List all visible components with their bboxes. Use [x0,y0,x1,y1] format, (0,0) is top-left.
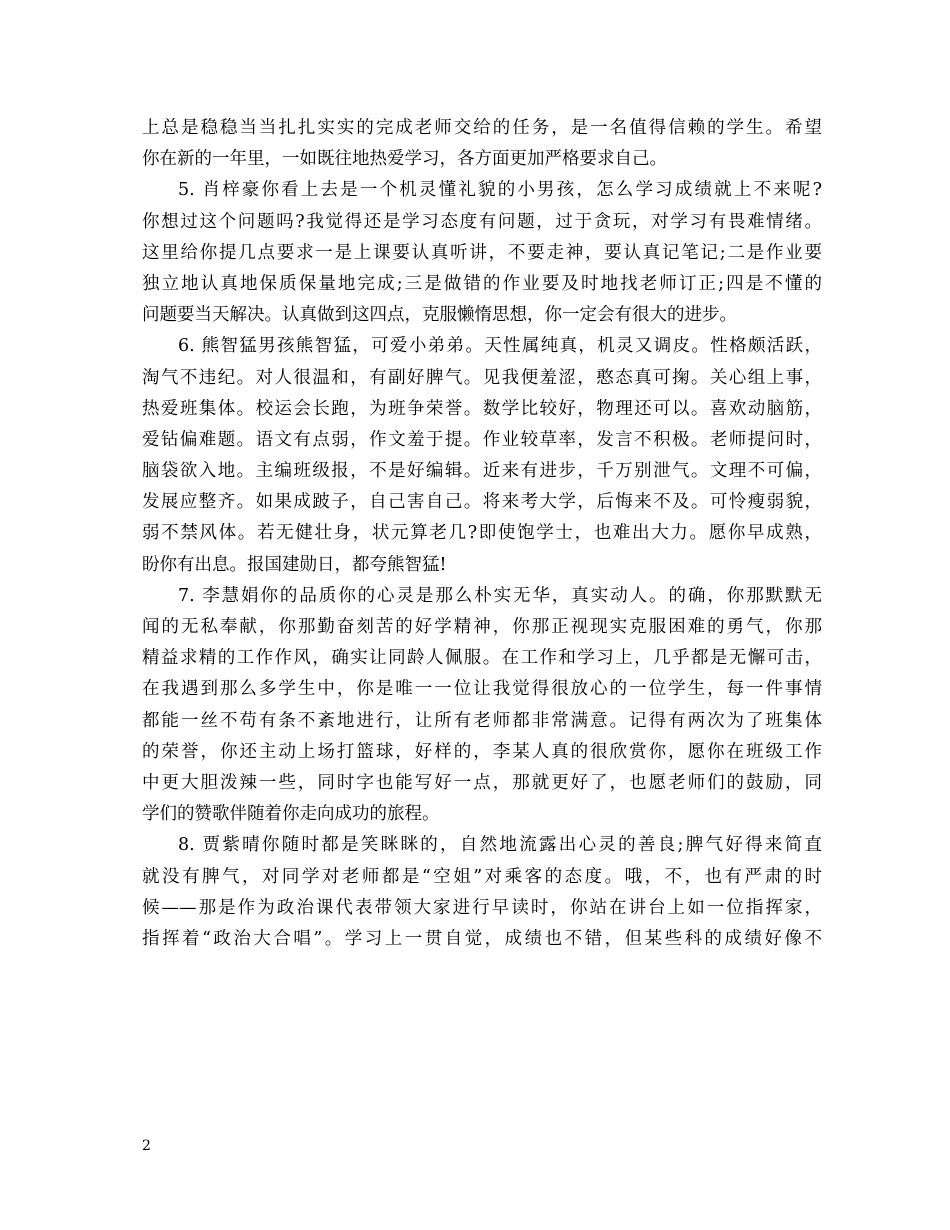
text-line: 都能一丝不苟有条不紊地进行，让所有老师都非常满意。记得有两次为了班集体 [142,710,822,731]
text-line: 问题要当天解决。认真做到这四点，克服懒惰思想，你一定会有很大的进步。 [142,305,737,326]
text-line: 精益求精的工作作风，确实让同龄人佩服。在工作和学习上，几乎都是无懈可击， [142,648,822,669]
text-line: 这里给你提几点要求一是上课要认真听讲，不要走神，要认真记笔记;二是作业要 [142,242,822,263]
text-line: 你想过这个问题吗?我觉得还是学习态度有问题，过于贪玩，对学习有畏难情绪。 [142,211,822,232]
text-line: 热爱班集体。校运会长跑，为班争荣誉。数学比较好，物理还可以。喜欢动脑筋， [142,398,822,419]
text-line: 盼你有出息。报国建勋日，都夸熊智猛! [142,554,447,575]
text-line: 5. 肖梓豪你看上去是一个机灵懂礼貌的小男孩，怎么学习成绩就上不来呢? [178,180,822,201]
text-line: 就没有脾气，对同学对老师都是“空姐”对乘客的态度。哦，不，也有严肃的时 [142,866,822,887]
text-line: 中更大胆泼辣一些，同时字也能写好一点，那就更好了，也愿老师们的鼓励，同 [142,772,822,793]
body-text [142,113,822,955]
text-line: 发展应整齐。如果成跛子，自己害自己。将来考大学，后悔来不及。可怜瘦弱貌， [142,492,822,513]
text-line: 脑袋欲入地。主编班级报，不是好编辑。近来有进步，千万别泄气。文理不可偏， [142,461,822,482]
text-line: 淘气不违纪。对人很温和，有副好脾气。见我便羞涩，憨态真可掬。关心组上事， [142,367,822,388]
text-line: 7. 李慧娟你的品质你的心灵是那么朴实无华，真实动人。的确，你那默默无 [178,585,822,606]
page-number: 2 [142,1138,151,1154]
text-line: 6. 熊智猛男孩熊智猛，可爱小弟弟。天性属纯真，机灵又调皮。性格颇活跃， [178,336,822,357]
text-line: 爱钻偏难题。语文有点弱，作文羞于提。作业较草率，发言不积极。老师提问时， [142,429,822,450]
text-line: 学们的赞歌伴随着你走向成功的旅程。 [142,804,440,825]
text-line: 在我遇到那么多学生中，你是唯一一位让我觉得很放心的一位学生，每一件事情 [142,679,822,700]
text-line: 候——那是作为政治课代表带领大家进行早读时，你站在讲台上如一位指挥家， [142,897,822,918]
text-line: 8. 贾紫晴你随时都是笑眯眯的，自然地流露出心灵的善良;脾气好得来简直 [178,835,822,856]
text-line: 你在新的一年里，一如既往地热爱学习，各方面更加严格要求自己。 [142,149,667,170]
text-line: 独立地认真地保质保量地完成;三是做错的作业要及时地找老师订正;四是不懂的 [142,273,822,294]
text-line: 指挥着“政治大合唱”。学习上一贯自觉，成绩也不错，但某些科的成绩好像不 [142,928,822,949]
text-line: 的荣誉，你还主动上场打篮球，好样的，李某人真的很欣赏你，愿你在班级工作 [142,741,822,762]
text-line: 闻的无私奉献，你那勤奋刻苦的好学精神，你那正视现实克服困难的勇气，你那 [142,617,822,637]
text-line: 弱不禁风体。若无健壮身，状元算老几?即使饱学士，也难出大力。愿你早成熟， [142,523,822,544]
text-line: 上总是稳稳当当扎扎实实的完成老师交给的任务，是一名值得信赖的学生。希望 [142,118,822,138]
